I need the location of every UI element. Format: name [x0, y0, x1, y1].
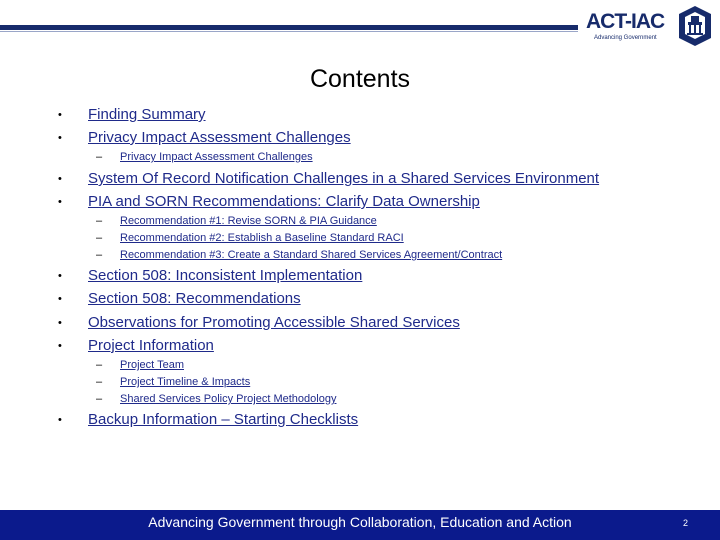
dash-icon: – — [96, 249, 103, 261]
dash-icon: – — [96, 215, 103, 227]
capitol-icon — [677, 4, 713, 48]
bullet-icon: • — [58, 317, 62, 329]
dash-icon: – — [96, 376, 103, 388]
footer-text: Advancing Government through Collaboration, Education and Action — [148, 514, 572, 530]
page-title: Contents — [309, 65, 411, 93]
dash-icon: – — [96, 151, 103, 163]
bullet-icon: • — [58, 340, 62, 352]
header-rule — [0, 25, 578, 30]
toc-link[interactable]: System Of Record Notification Challenges in a Shared Services Environment — [88, 170, 600, 187]
toc-sublink[interactable]: Recommendation #2: Establish a Baseline Standard RACI — [120, 232, 404, 244]
bullet-icon: • — [58, 173, 62, 185]
act-iac-logo — [586, 4, 714, 48]
toc-link[interactable]: Finding Summary — [88, 106, 206, 123]
dash-icon: – — [96, 359, 103, 371]
dash-icon: – — [96, 393, 103, 405]
toc-link[interactable]: Backup Information – Starting Checklists — [88, 411, 359, 428]
toc-sublink[interactable]: Project Timeline & Impacts — [120, 376, 251, 388]
toc-link[interactable]: Section 508: Inconsistent Implementation — [88, 267, 363, 284]
toc-sublink[interactable]: Recommendation #1: Revise SORN & PIA Guidance — [120, 215, 377, 227]
toc-sublink[interactable]: Project Team — [120, 359, 184, 371]
bullet-icon: • — [58, 414, 62, 426]
bullet-icon: • — [58, 196, 62, 208]
page-number: 2 — [682, 518, 688, 528]
toc-link[interactable]: Privacy Impact Assessment Challenges — [88, 129, 351, 146]
dash-icon: – — [96, 232, 103, 244]
toc-sublink[interactable]: Recommendation #3: Create a Standard Shared Services Agreement/Contract — [120, 249, 503, 261]
toc-link[interactable]: Project Information — [88, 337, 214, 354]
logo-text: ACT-IAC — [586, 10, 665, 33]
toc-sublink[interactable]: Privacy Impact Assessment Challenges — [120, 151, 313, 163]
toc-link[interactable]: Section 508: Recommendations — [88, 290, 301, 307]
toc-sublink[interactable]: Shared Services Policy Project Methodology — [120, 393, 337, 405]
bullet-icon: • — [58, 293, 62, 305]
bullet-icon: • — [58, 132, 62, 144]
toc-link[interactable]: PIA and SORN Recommendations: Clarify Data Ownership — [88, 193, 480, 210]
toc-link[interactable]: Observations for Promoting Accessible Shared Services — [88, 314, 460, 331]
footer-bar — [0, 510, 720, 540]
bullet-icon: • — [58, 109, 62, 121]
bullet-icon: • — [58, 270, 62, 282]
logo-tagline: Advancing Government — [594, 35, 657, 41]
header-rule-thin — [0, 31, 578, 32]
